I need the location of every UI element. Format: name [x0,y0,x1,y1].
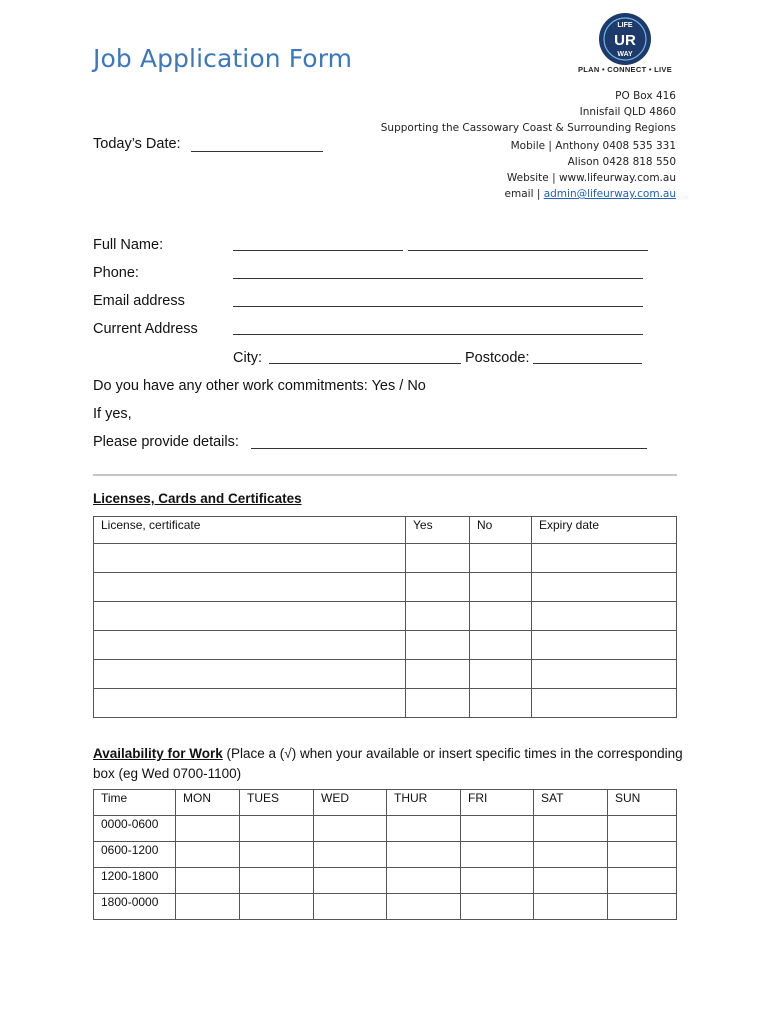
last-name-field[interactable] [408,250,648,251]
contact-website: Website | www.lifeurway.com.au [506,172,676,184]
availability-heading: Availability for Work [93,746,223,761]
contact-alison: Alison 0428 818 550 [567,156,676,168]
expiry-cell[interactable] [532,631,677,660]
no-cell[interactable] [470,544,532,573]
day-cell[interactable] [534,894,608,920]
yes-cell[interactable] [406,660,470,689]
expiry-cell[interactable] [532,544,677,573]
section-divider [93,474,677,476]
day-cell[interactable] [314,842,387,868]
day-cell[interactable] [240,868,314,894]
availability-header-row [94,790,677,816]
phone-label: Phone: [93,265,139,281]
day-cell[interactable] [314,868,387,894]
time-slot: 1800-0000 [94,894,176,920]
day-cell[interactable] [176,894,240,920]
day-cell[interactable] [240,816,314,842]
logo-emblem-icon [598,12,652,66]
day-cell[interactable] [461,816,534,842]
col-sat: SAT [534,790,608,816]
contact-mobile: Mobile | Anthony 0408 535 331 [510,140,676,152]
no-cell[interactable] [470,689,532,718]
day-cell[interactable] [608,868,677,894]
day-cell[interactable] [387,868,461,894]
svg-text:UR: UR [614,32,636,49]
yes-cell[interactable] [406,689,470,718]
todays-date-label: Today’s Date: [93,136,181,152]
expiry-cell[interactable] [532,573,677,602]
day-cell[interactable] [608,894,677,920]
svg-text:WAY: WAY [617,51,633,58]
licenses-header-row [94,517,677,544]
col-mon: MON [176,790,240,816]
day-cell[interactable] [534,842,608,868]
table-row [94,631,677,660]
contact-po-box: PO Box 416 [615,90,676,102]
table-row [94,544,677,573]
day-cell[interactable] [240,894,314,920]
license-cell[interactable] [94,602,406,631]
yes-cell[interactable] [406,573,470,602]
lifeurway-logo [598,12,652,66]
table-row [94,868,677,894]
day-cell[interactable] [314,816,387,842]
time-slot: 0600-1200 [94,842,176,868]
col-fri: FRI [461,790,534,816]
licenses-table [93,516,677,718]
license-cell[interactable] [94,689,406,718]
availability-table [93,789,677,920]
page-title: Job Application Form [93,44,353,73]
table-row [94,816,677,842]
contact-town: Innisfail QLD 4860 [579,106,676,118]
postcode-field[interactable] [533,363,642,364]
contact-supporting: Supporting the Cassowary Coast & Surrounding Regions [380,122,676,134]
licenses-heading: Licenses, Cards and Certificates [93,491,302,506]
expiry-cell[interactable] [532,660,677,689]
svg-text:LIFE: LIFE [617,22,633,29]
day-cell[interactable] [608,816,677,842]
col-license: License, certificate [94,517,406,544]
table-row [94,689,677,718]
day-cell[interactable] [314,894,387,920]
expiry-cell[interactable] [532,602,677,631]
license-cell[interactable] [94,660,406,689]
table-row [94,602,677,631]
time-slot: 1200-1800 [94,868,176,894]
day-cell[interactable] [461,894,534,920]
day-cell[interactable] [461,868,534,894]
day-cell[interactable] [240,842,314,868]
current-address-label: Current Address [93,321,198,337]
current-address-field[interactable] [233,334,643,335]
other-work-question: Do you have any other work commitments: Yes / No [93,378,426,394]
no-cell[interactable] [470,631,532,660]
postcode-label: Postcode: [465,350,530,366]
contact-email-row [505,186,676,202]
contact-email-link[interactable]: admin@lifeurway.com.au [543,188,676,200]
day-cell[interactable] [387,816,461,842]
time-slot: 0000-0600 [94,816,176,842]
logo-tagline: PLAN • CONNECT • LIVE [577,65,673,74]
table-row [94,573,677,602]
col-no: No [470,517,532,544]
col-tues: TUES [240,790,314,816]
no-cell[interactable] [470,602,532,631]
first-name-field[interactable] [233,250,403,251]
table-row [94,894,677,920]
table-row [94,842,677,868]
col-thur: THUR [387,790,461,816]
day-cell[interactable] [534,868,608,894]
day-cell[interactable] [534,816,608,842]
availability-instructions: (Place a (√) when your available or insert specific times in the corresponding box (eg Wed 0700-1100) [93,746,683,781]
day-cell[interactable] [608,842,677,868]
table-row [94,660,677,689]
col-sun: SUN [608,790,677,816]
no-cell[interactable] [470,573,532,602]
email-field[interactable] [233,306,643,307]
day-cell[interactable] [387,894,461,920]
if-yes-label: If yes, [93,406,132,422]
full-name-label: Full Name: [93,237,164,253]
license-cell[interactable] [94,573,406,602]
email-label: Email address [93,293,185,309]
day-cell[interactable] [176,868,240,894]
license-cell[interactable] [94,544,406,573]
day-cell[interactable] [176,816,240,842]
no-cell[interactable] [470,660,532,689]
city-label: City: [233,350,262,366]
yes-cell[interactable] [406,602,470,631]
license-cell[interactable] [94,631,406,660]
yes-cell[interactable] [406,631,470,660]
yes-cell[interactable] [406,544,470,573]
todays-date-field[interactable] [191,151,323,152]
availability-intro [93,744,693,784]
col-expiry: Expiry date [532,517,677,544]
day-cell[interactable] [176,842,240,868]
col-time: Time [94,790,176,816]
details-field[interactable] [251,448,647,449]
day-cell[interactable] [461,842,534,868]
col-wed: WED [314,790,387,816]
day-cell[interactable] [387,842,461,868]
phone-field[interactable] [233,278,643,279]
contact-email-prefix: email | [504,188,544,200]
col-yes: Yes [406,517,470,544]
expiry-cell[interactable] [532,689,677,718]
details-label: Please provide details: [93,434,239,450]
city-field[interactable] [269,363,461,364]
